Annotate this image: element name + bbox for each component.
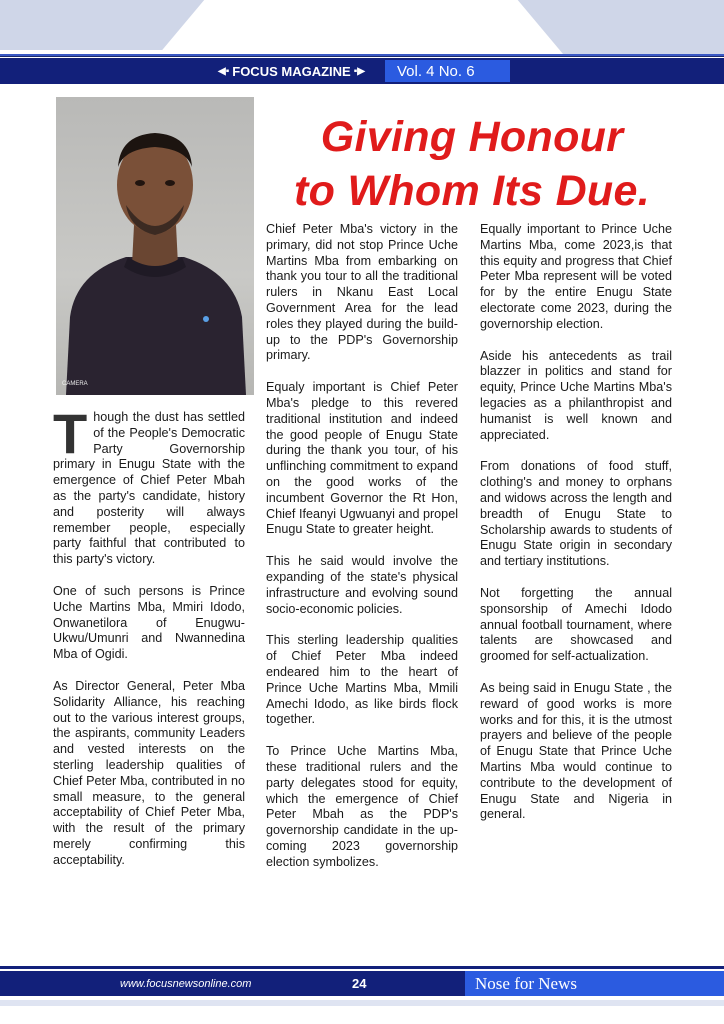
paragraph: As being said in Enugu State , the reward of good works is more works and for this, it is the utmost prayers and believe of the people of Enugu State that Prince Uche Martins Mba would continue to contribute to the development of Enugu State and Nigeria in general. xyxy=(480,680,672,822)
header-accent-line xyxy=(0,54,724,56)
paragraph: Equaly important is Chief Peter Mba's pledge to this revered traditional institution and indeed the good people of Enugu State during the thank you tour, of his unflinching commitment to expand on the good works of the incumbent Governor the Rt Hon, Chief Ifeanyi Ugwuanyi and propel Enugu State to greater height. xyxy=(266,380,458,537)
decor-shape-right xyxy=(484,0,724,55)
article-column-3 xyxy=(480,222,672,839)
decor-shape-left xyxy=(0,0,238,50)
photo-credit: CAMERA xyxy=(62,381,88,387)
paragraph: To Prince Uche Martins Mba, these traditional rulers and the party delegates stood for equity, which the emergence of Chief Peter Mbah as the PDP's governorship candidate in the up-coming 2023 governorship election symbolizes. xyxy=(266,744,458,869)
paragraph: Equally important to Prince Uche Martins Mba, come 2023,is that this equity and progress that Chief Peter Mba represent will be voted for by the entire Enugu State electorate come 2023, during the governorship election. xyxy=(480,222,672,331)
paragraph: From donations of food stuff, clothing's and money to orphans and widows across the length and breadth of Enugu State to Scholarship awards to students of Enugu State origin in secondary and tertiary institutions. xyxy=(480,459,672,569)
article-headline xyxy=(262,110,682,218)
magazine-name: FOCUS MAGAZINE xyxy=(232,63,351,79)
footer-tagline: Nose for News xyxy=(465,971,724,996)
footer-accent-line xyxy=(0,966,724,969)
paragraph: Not forgetting the annual sponsorship of Amechi Idodo annual football tournament, where talents are showcased and groomed for self-actualization. xyxy=(480,585,672,664)
portrait-photo xyxy=(56,97,254,395)
paragraph: Chief Peter Mba's victory in the primary, did not stop Prince Uche Martins Mba from embarking on thank you tour to all the traditional rulers in Nkanu East Local Government Area for the lead roles they played during the build-up to the PDP's Governorship primary. xyxy=(266,222,458,363)
paragraph: This sterling leadership qualities of Chief Peter Mba indeed endeared him to the heart of Prince Uche Martins Mba, Mmili Amechi Idodo, as like birds flock together. xyxy=(266,633,458,727)
website-url: www.focusnewsonline.com xyxy=(120,977,252,990)
footer-bar xyxy=(0,971,724,996)
top-decoration xyxy=(0,0,724,60)
magazine-brand xyxy=(215,58,368,84)
paragraph: This he said would involve the expanding of the state's physical infrastructure and evolving sound socio-economic policies. xyxy=(266,554,458,616)
arrow-left-icon: ◀▪ xyxy=(218,65,230,77)
article-column-2 xyxy=(266,222,458,886)
arrow-right-icon: ▪▶ xyxy=(353,65,365,77)
headline-line-1: Giving Honour xyxy=(320,113,624,161)
bottom-stripe xyxy=(0,1000,724,1006)
drop-cap: T xyxy=(53,402,88,465)
paragraph xyxy=(53,402,245,568)
page-number: 24 xyxy=(352,976,367,991)
portrait-photo-icon xyxy=(56,97,254,395)
header-bar xyxy=(0,58,724,84)
article-column-1 xyxy=(53,402,245,885)
headline-line-2: to Whom Its Due. xyxy=(294,167,650,215)
paragraph: One of such persons is Prince Uche Martins Mba, Mmiri Idodo, Onwanetilora of Enugwu-Ukwu/Umunri and Nwannedina Mba of Ogidi. xyxy=(53,583,245,662)
paragraph-text: hough the dust has settled of the People's Democratic Party Governorship primary in Enugu State with the emergence of Chief Peter Mbah as the party's candidate, history and posterity will always remember people, especially party faithful that contributed to this party's victory. xyxy=(53,410,245,567)
volume-label: Vol. 4 No. 6 xyxy=(385,60,510,82)
paragraph: Aside his antecedents as trail blazzer in politics and stand for equity, Prince Uche Martins Mba's legacies as a philanthropist and humanist is well known and appreciated. xyxy=(480,348,672,442)
paragraph: As Director General, Peter Mba Solidarity Alliance, his reaching out to the various interest groups, the aspirants, community Leaders and vested interests on the sterling leadership qualities of Chief Peter Mba, contributed in no small measure, to the general acceptability of Chief Peter Mba, with the result of the primary merely confirming this acceptability. xyxy=(53,678,245,867)
